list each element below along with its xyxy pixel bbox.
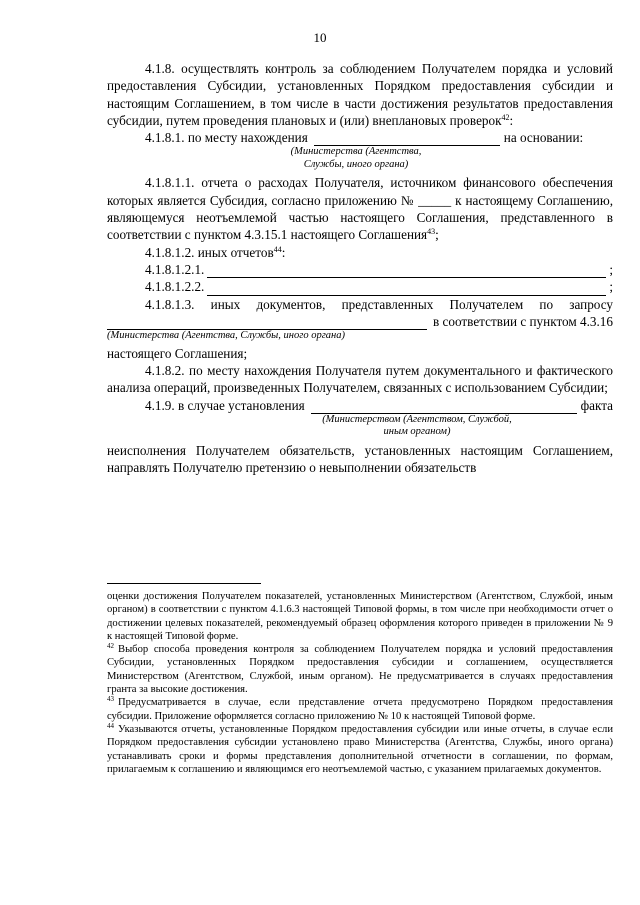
caption-line: (Министерством (Агентством, Службой, [322, 413, 512, 425]
field-caption: (Министерства (Агентства, Службы, иного органа) [107, 330, 345, 342]
paragraph-4-1-8-1-1 [107, 174, 613, 243]
caption-line: иным органом) [383, 426, 451, 438]
paragraph-tail: : [509, 112, 514, 128]
footnote-mark: 44 [107, 721, 114, 730]
footnote-ref: 42 [501, 112, 510, 122]
paragraph-text: 4.1.8.1.1. отчета о расходах Получателя, источником финансового обеспечения которых является Субсидия, согласно приложению № _____ к настоящему Соглашению, являющемуся неотъемлемой частью настоящего Соглашения, представленного в соответствии с пунктом 4.3.15.1 настоящего Соглашения [107, 175, 613, 243]
paragraph-text: неисполнения Получателем обязательств, установленных настоящим Соглашением, направлять Получателю претензию о невыполнении обязательств [107, 442, 613, 476]
caption-line: Службы, иного органа) [303, 158, 409, 170]
paragraph-4-1-8-1-2-2 [107, 278, 613, 295]
paragraph-4-1-8-1-2-1 [107, 261, 613, 278]
blank-line [314, 133, 500, 146]
footnote-separator [107, 583, 261, 584]
paragraph-tail: : [281, 244, 286, 260]
paragraph-4-1-8-1-2 [107, 244, 613, 261]
footnote-text: Предусматривается в случае, если представление отчета предусмотрено Порядком предоставления субсидии. Приложение оформляется согласно приложению № 10 к настоящей Типовой форме. [107, 697, 613, 722]
footnote-continuation: оценки достижения Получателем показателей, установленных Министерством (Агентством, Службой, иным органом) в соответствии с пунктом 4.1.6.3 настоящей Типовой формы, в том числе при необходимости отчет о достижении целевых показателей, рекомендуемый образец оформления которого приведен в приложении № 9 к настоящей Типовой форме. [107, 591, 613, 642]
paragraph-4-1-8 [107, 60, 613, 129]
paragraph-4-1-8-1 [107, 129, 613, 146]
footnote-mark: 42 [107, 642, 114, 651]
blank-line [207, 283, 606, 296]
footnote-mark: 43 [107, 695, 114, 704]
paragraph-trail: ; [609, 261, 613, 277]
paragraph-trail: факта [580, 397, 613, 413]
footnote-ref: 43 [427, 227, 436, 237]
footnotes [107, 590, 613, 776]
paragraph-lead: 4.1.8.1. по месту нахождения [145, 130, 308, 146]
paragraph-lead: 4.1.8.1.2.1. [145, 261, 205, 277]
paragraph-text: 4.1.8.1.3. иных документов, представленных Получателем по запросу [145, 296, 613, 312]
paragraph-text: 4.1.8. осуществлять контроль за соблюдением Получателем порядка и условий предоставления Субсидии, установленных Порядком предоставления субсидии и настоящим Соглашением, в том числе в части достижения результатов предоставления субсидии, путем проведения плановых и (или) внеплановых проверок [107, 61, 613, 128]
paragraph-4-1-9 [107, 397, 613, 414]
blank-line [107, 317, 427, 330]
paragraph-text: 4.1.8.1.2. иных отчетов [145, 244, 274, 260]
paragraph-tail: ; [435, 227, 439, 243]
footnote-text: Указываются отчеты, установленные Порядком предоставления субсидии или иные отчеты, в случае если Порядком предоставления субсидии установлено право Министерства (Агентства, Службы, иного органа) устанавливать сроки и формы представления дополнительной отчетности в соглашении, по формам, прилагаемым к соглашению и являющимся его неотъемлемой частью, с указанием прилагаемых документов. [107, 723, 613, 775]
footnote-44 [107, 723, 613, 776]
paragraph-4-1-8-2: 4.1.8.2. по месту нахождения Получателя путем документального и фактического анализа операций, произведенных Получателем, связанных с использованием Субсидии; [107, 362, 613, 396]
paragraph-4-1-8-1-3 [107, 296, 613, 313]
paragraph-4-1-8-1-3-line2 [107, 313, 613, 330]
paragraph-trail: ; [609, 279, 613, 295]
footnote-42 [107, 643, 613, 696]
blank-line [311, 401, 577, 414]
paragraph-lead: 4.1.9. в случае установления [145, 397, 305, 413]
paragraph-trail: в соответствии с пунктом 4.3.16 [433, 313, 613, 329]
footnote-ref: 44 [273, 244, 282, 254]
field-caption [231, 146, 481, 171]
document-body [107, 60, 613, 476]
paragraph-trail: на основании: [503, 130, 584, 146]
paragraph-lead: 4.1.8.1.2.2. [145, 279, 205, 295]
field-caption [317, 414, 517, 439]
blank-line [207, 265, 606, 278]
paragraph-line: настоящего Соглашения; [107, 345, 248, 361]
caption-line: (Министерства (Агентства, [290, 146, 422, 158]
footnote-43 [107, 696, 613, 723]
page-number: 10 [313, 30, 327, 45]
footnote-text: Выбор способа проведения контроля за соблюдением Получателем порядка и условий предоставления Субсидии, установленных Порядком предоставления субсидии и соглашением, осуществляется Министерством (Агентством, Службой, иным органом). Не предусматривается в случаях предоставления гранта за высокие достижения. [107, 644, 613, 696]
